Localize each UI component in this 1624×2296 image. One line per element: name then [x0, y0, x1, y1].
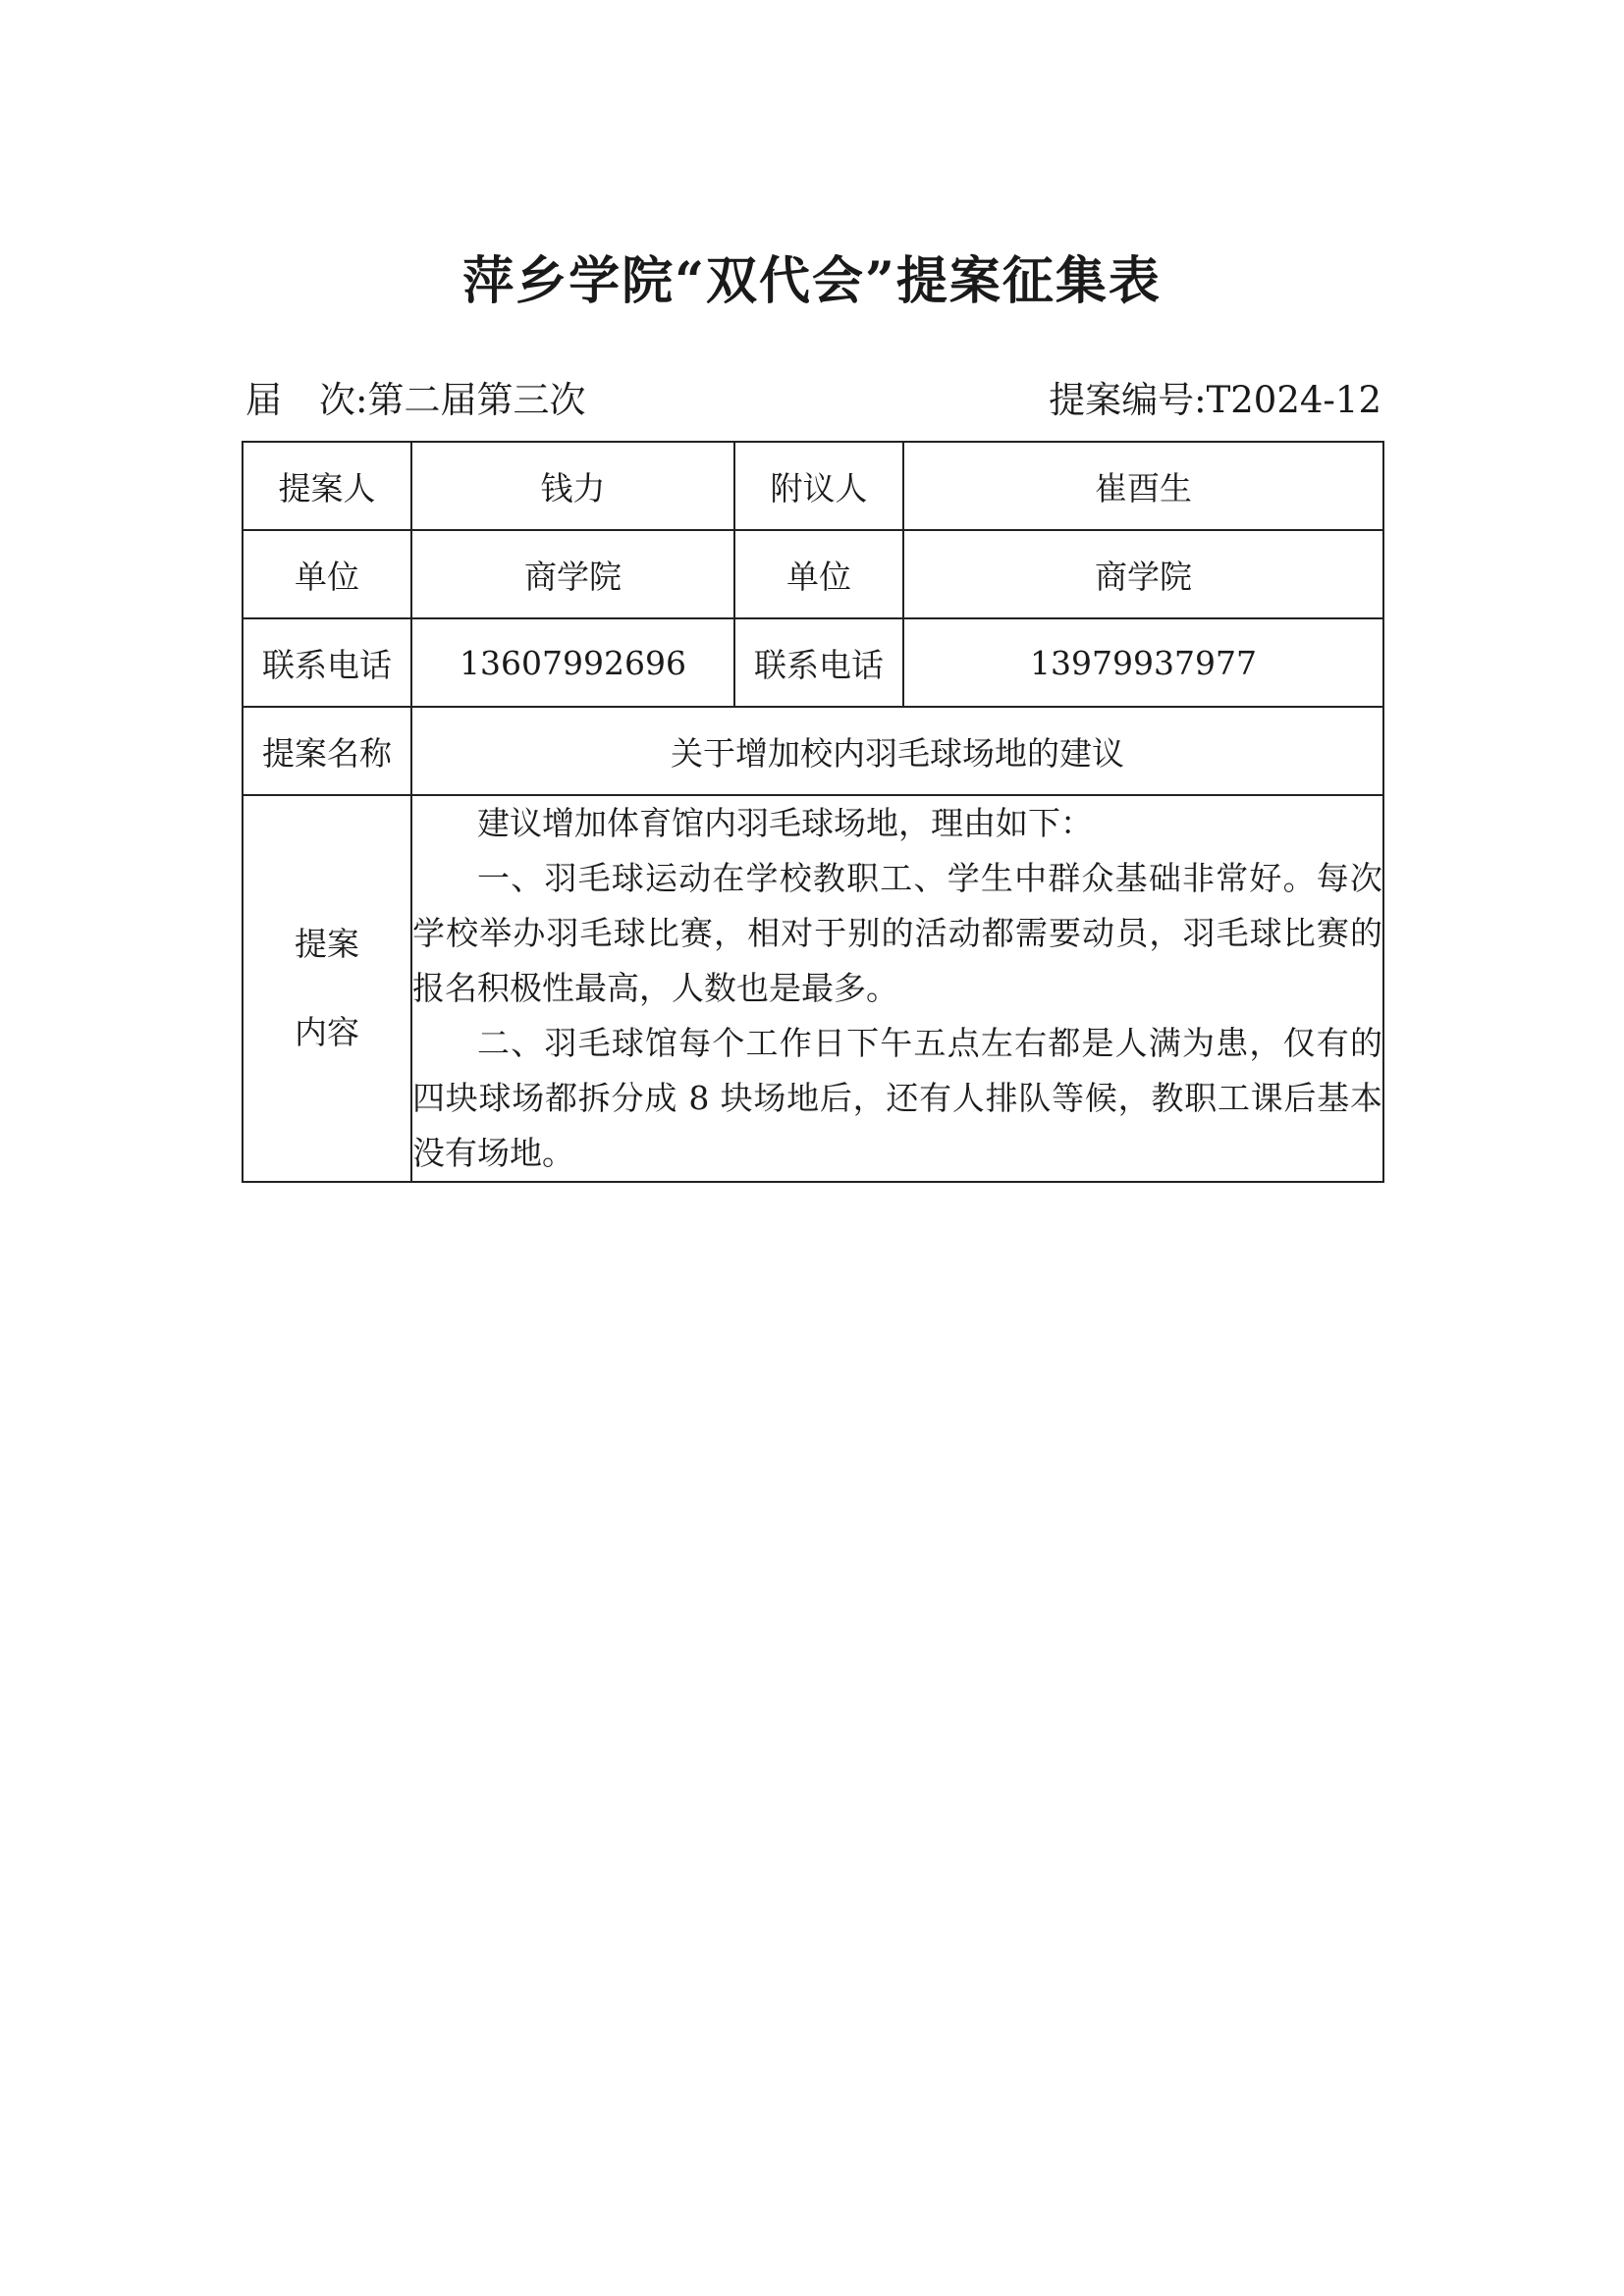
content-paragraph: 建议增加体育馆内羽毛球场地，理由如下： — [477, 804, 1093, 842]
page-title: 萍乡学院“双代会”提案征集表 — [462, 251, 1162, 311]
session-label-a: 届 — [245, 379, 282, 421]
table-row — [243, 530, 1383, 618]
proposal-name-label: 提案名称 — [243, 707, 411, 795]
unit-label: 单位 — [734, 530, 903, 618]
session-label-b: 次: — [319, 379, 368, 421]
seconder-value: 崔酉生 — [903, 442, 1383, 530]
unit-value: 商学院 — [411, 530, 734, 618]
content-paragraph: 二、羽毛球馆每个工作日下午五点左右都是人满为患，仅有的四块球场都拆分成 8 块场地后，还有人排队等候，教职工课后基本没有场地。 — [412, 1024, 1382, 1172]
content-label-line: 提案 — [295, 925, 359, 963]
phone-label: 联系电话 — [243, 618, 411, 707]
proposal-number-label: 提案编号: — [1049, 379, 1207, 421]
proposer-value: 钱力 — [411, 442, 734, 530]
phone-value: 13607992696 — [411, 618, 734, 707]
session-value: 第二届第三次 — [367, 379, 586, 421]
proposal-number-value: T2024-12 — [1206, 379, 1381, 421]
seconder-label: 附议人 — [734, 442, 903, 530]
table-row — [243, 618, 1383, 707]
proposal-name-value: 关于增加校内羽毛球场地的建议 — [411, 707, 1383, 795]
table-row — [243, 442, 1383, 530]
table-row — [243, 795, 1383, 1182]
proposal-content-label — [243, 795, 411, 1182]
unit-label: 单位 — [243, 530, 411, 618]
table-row — [243, 707, 1383, 795]
proposal-form-table — [242, 441, 1384, 1183]
content-label-line: 内容 — [295, 1013, 359, 1051]
unit-value: 商学院 — [903, 530, 1383, 618]
phone-value: 13979937977 — [903, 618, 1383, 707]
phone-label: 联系电话 — [734, 618, 903, 707]
session-info — [245, 371, 585, 430]
proposal-number — [1049, 371, 1381, 430]
proposer-label: 提案人 — [243, 442, 411, 530]
content-paragraph: 一、羽毛球运动在学校教职工、学生中群众基础非常好。每次学校举办羽毛球比赛，相对于别的活动都需要动员，羽毛球比赛的报名积极性最高，人数也是最多。 — [412, 859, 1382, 1007]
proposal-content-body — [411, 795, 1383, 1182]
